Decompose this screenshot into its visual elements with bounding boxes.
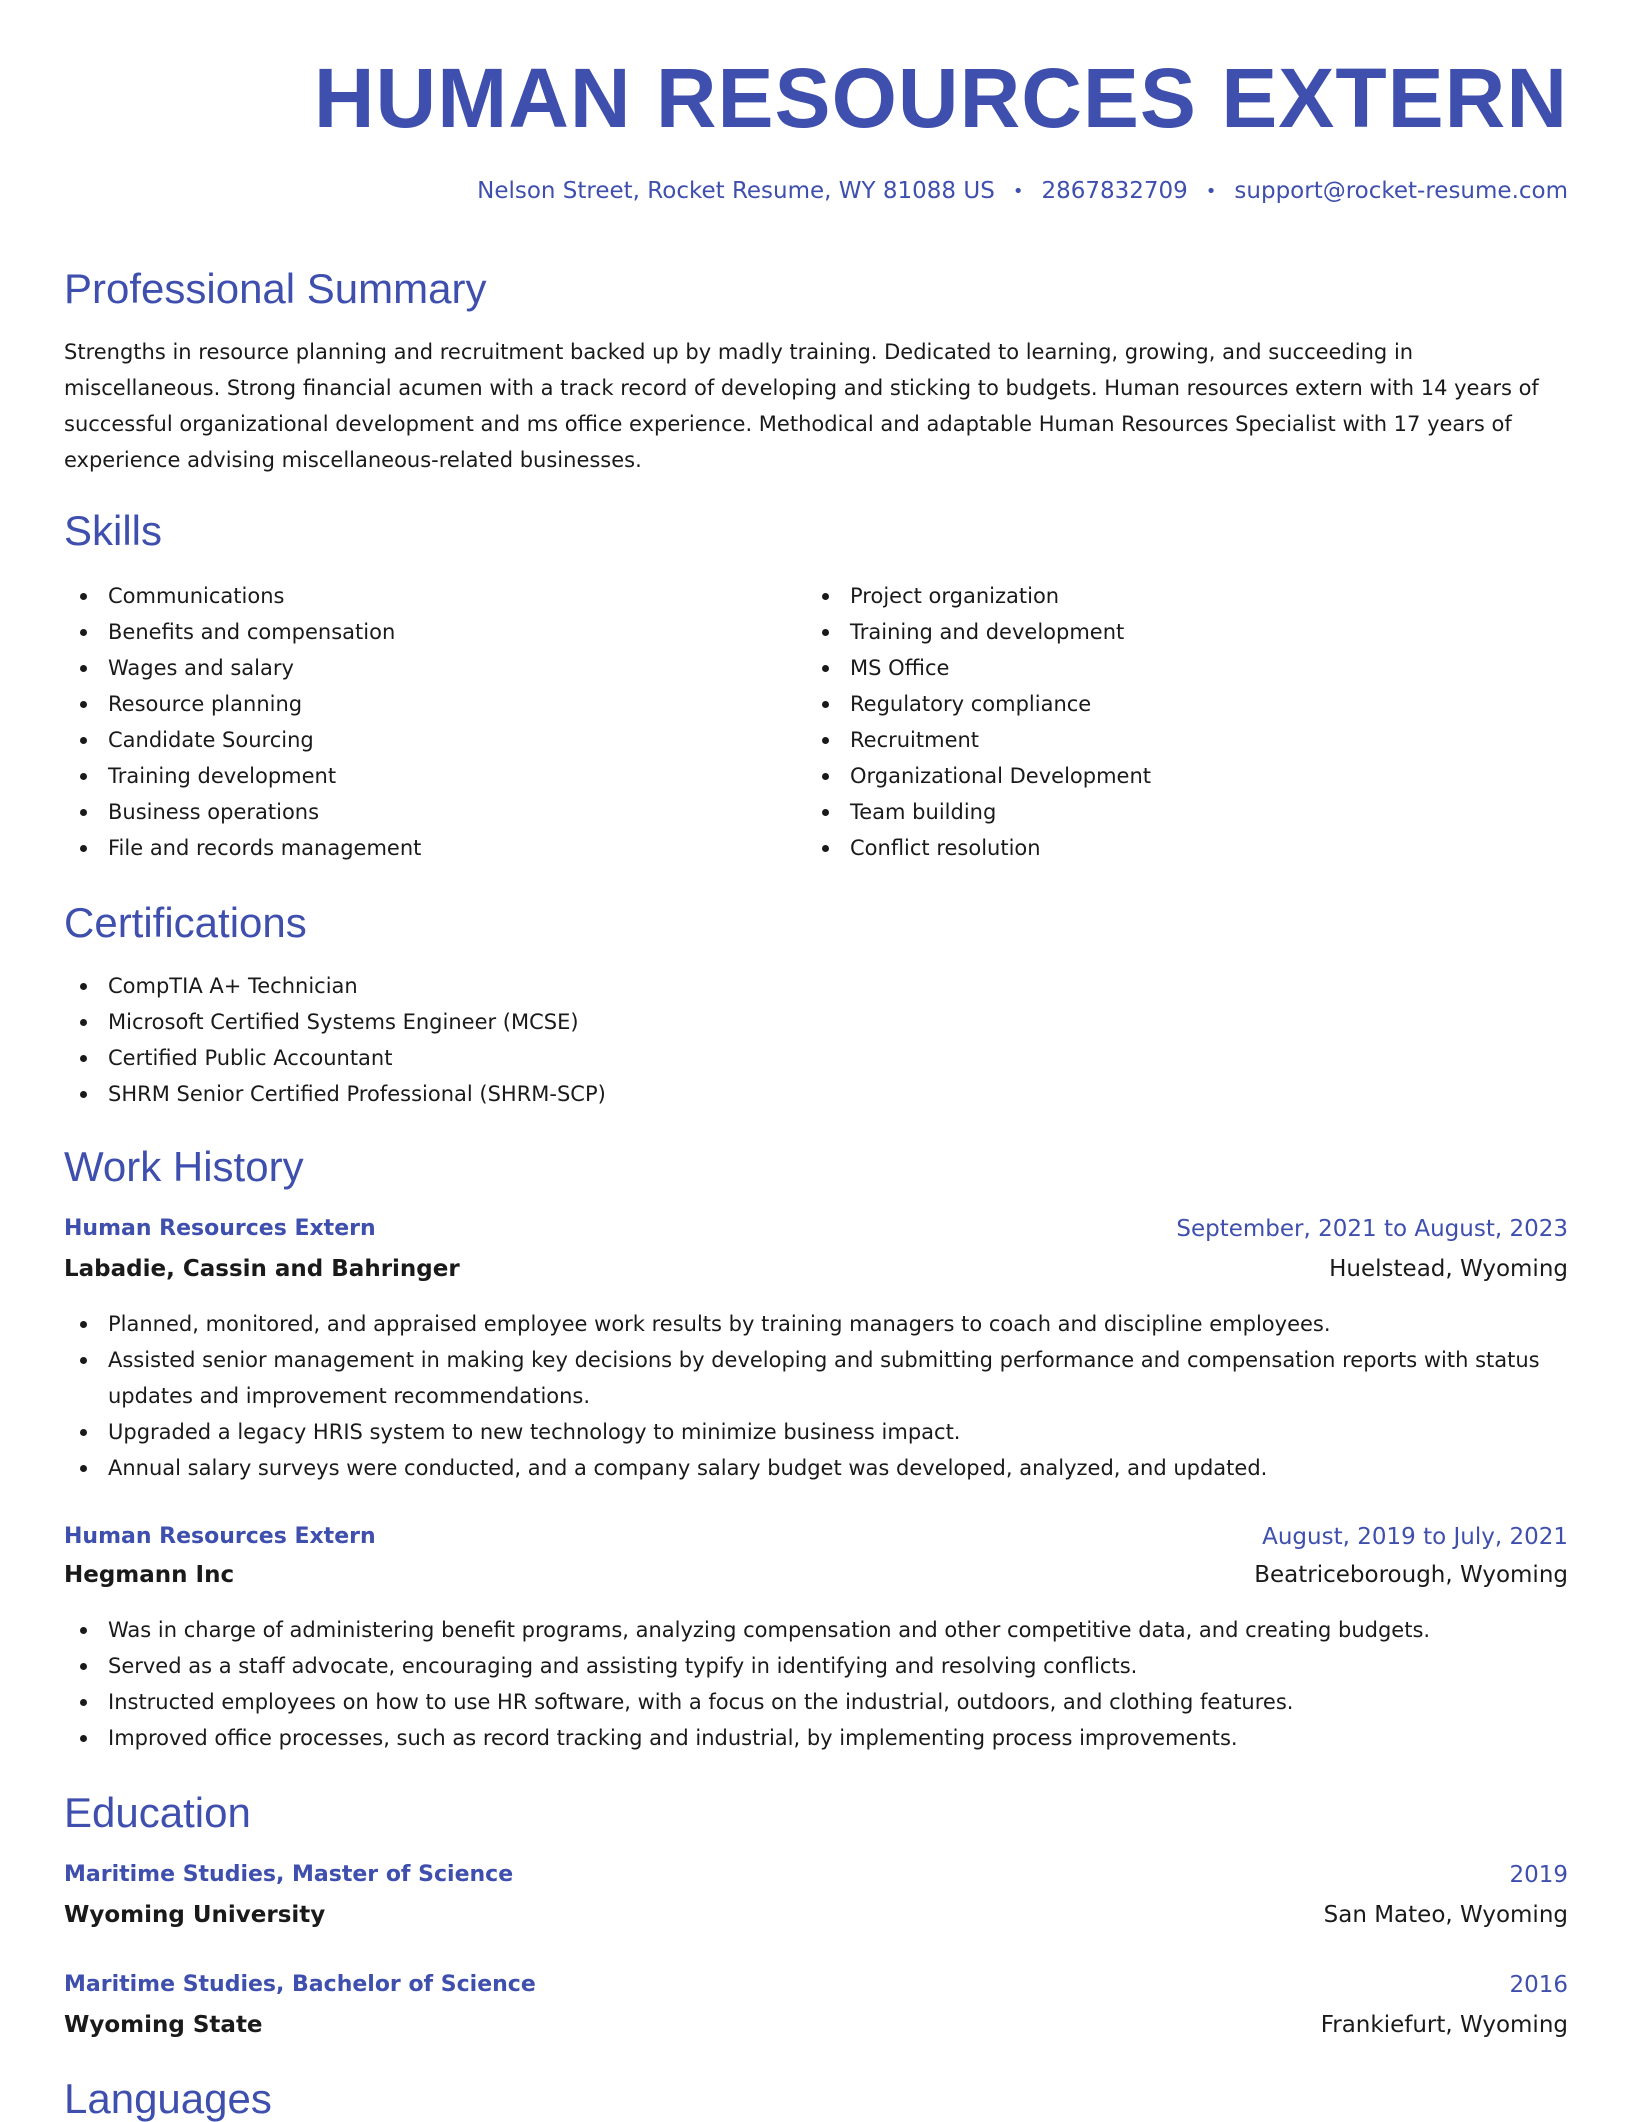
education-location: San Mateo, Wyoming [1323, 1902, 1568, 1928]
education-subheader [64, 2012, 1568, 2038]
certification-item: Microsoft Certified Systems Engineer (MCSE) [64, 1004, 1568, 1040]
job-location: Huelstead, Wyoming [1329, 1256, 1568, 1282]
section-title-work-history: Work History [64, 1143, 304, 1190]
certifications-list [64, 968, 1568, 1112]
job-title: Human Resources Extern [64, 1524, 376, 1549]
education-location: Frankiefurt, Wyoming [1320, 2012, 1568, 2038]
skills-list-right [806, 578, 1506, 866]
resume-name: HUMAN RESOURCES EXTERN [313, 51, 1568, 145]
job-dates: August, 2019 to July, 2021 [1262, 1524, 1568, 1550]
job-duties-list [64, 1306, 1568, 1486]
section-title-education: Education [64, 1789, 251, 1836]
skill-item: MS Office [806, 650, 1506, 686]
skill-item: Organizational Development [806, 758, 1506, 794]
contact-email: support@rocket-resume.com [1234, 178, 1568, 204]
contact-line [477, 178, 1568, 204]
skill-item: Team building [806, 794, 1506, 830]
job-subheader [64, 1256, 1568, 1282]
skills-list-left [64, 578, 764, 866]
job-duty-item: Was in charge of administering benefit programs, analyzing compensation and other competitive data, and creating budgets. [64, 1612, 1568, 1648]
job-title: Human Resources Extern [64, 1216, 376, 1241]
skill-item: Resource planning [64, 686, 764, 722]
education-year: 2016 [1509, 1972, 1568, 1998]
job-employer: Hegmann Inc [64, 1562, 235, 1588]
skill-item: Benefits and compensation [64, 614, 764, 650]
job-location: Beatriceborough, Wyoming [1254, 1562, 1568, 1588]
job-duty-item: Assisted senior management in making key decisions by developing and submitting performance and compensation reports with status updates and improvement recommendations. [64, 1342, 1568, 1414]
contact-phone: 2867832709 [1041, 178, 1188, 204]
summary-text: Strengths in resource planning and recruitment backed up by madly training. Dedicated to learning, growing, and succeeding in miscellaneous. Strong financial acumen with a track record of developing and sticking to budgets. Human resources extern with 14 years of successful organizational development and ms office experience. Methodical and adaptable Human Resources Specialist with 17 years of experience advising miscellaneous-related businesses. [64, 340, 1539, 472]
job-duty-item: Upgraded a legacy HRIS system to new technology to minimize business impact. [64, 1414, 1568, 1450]
job-header [64, 1216, 1568, 1242]
job-dates: September, 2021 to August, 2023 [1176, 1216, 1568, 1242]
education-subheader [64, 1902, 1568, 1928]
contact-separator: • [1205, 180, 1217, 202]
job-duty-item: Instructed employees on how to use HR software, with a focus on the industrial, outdoors, and clothing features. [64, 1684, 1568, 1720]
skill-item: Candidate Sourcing [64, 722, 764, 758]
job-header [64, 1524, 1568, 1550]
skill-item: Project organization [806, 578, 1506, 614]
certification-item: CompTIA A+ Technician [64, 968, 1568, 1004]
education-degree: Maritime Studies, Master of Science [64, 1862, 514, 1887]
certification-item: Certified Public Accountant [64, 1040, 1568, 1076]
certification-item: SHRM Senior Certified Professional (SHRM-SCP) [64, 1076, 1568, 1112]
education-degree: Maritime Studies, Bachelor of Science [64, 1972, 536, 1997]
job-subheader [64, 1562, 1568, 1588]
contact-separator: • [1012, 180, 1024, 202]
section-title-languages: Languages [64, 2075, 272, 2122]
job-employer: Labadie, Cassin and Bahringer [64, 1256, 460, 1282]
job-duties-list [64, 1612, 1568, 1756]
skill-item: Training and development [806, 614, 1506, 650]
skill-item: Regulatory compliance [806, 686, 1506, 722]
education-year: 2019 [1509, 1862, 1568, 1888]
education-header [64, 1862, 1568, 1888]
skill-item: Conflict resolution [806, 830, 1506, 866]
education-school: Wyoming State [64, 2012, 263, 2038]
education-header [64, 1972, 1568, 1998]
job-duty-item: Served as a staff advocate, encouraging and assisting typify in identifying and resolving conflicts. [64, 1648, 1568, 1684]
skill-item: Training development [64, 758, 764, 794]
job-duty-item: Improved office processes, such as record tracking and industrial, by implementing process improvements. [64, 1720, 1568, 1756]
job-duty-item: Annual salary surveys were conducted, and a company salary budget was developed, analyzed, and updated. [64, 1450, 1568, 1486]
section-title-certifications: Certifications [64, 899, 307, 946]
job-duty-item: Planned, monitored, and appraised employee work results by training managers to coach and discipline employees. [64, 1306, 1568, 1342]
skill-item: File and records management [64, 830, 764, 866]
skill-item: Communications [64, 578, 764, 614]
section-title-skills: Skills [64, 507, 163, 554]
skill-item: Business operations [64, 794, 764, 830]
skill-item: Wages and salary [64, 650, 764, 686]
skill-item: Recruitment [806, 722, 1506, 758]
section-title-summary: Professional Summary [64, 265, 487, 312]
contact-address: Nelson Street, Rocket Resume, WY 81088 US [477, 178, 995, 204]
education-school: Wyoming University [64, 1902, 326, 1928]
